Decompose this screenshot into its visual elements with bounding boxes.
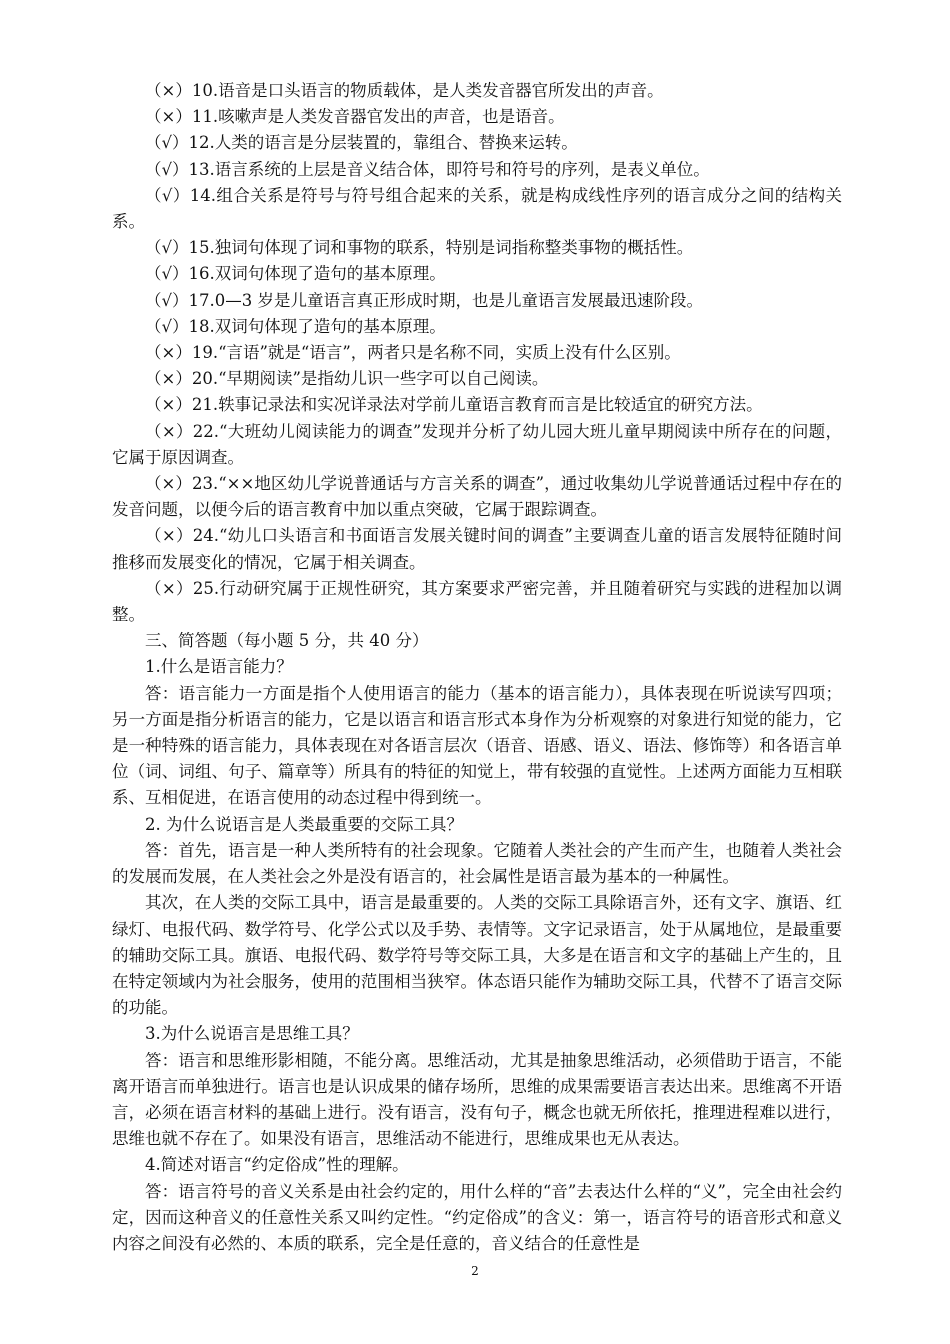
answer: 答：语言能力一方面是指个人使用语言的能力（基本的语言能力），具体表现在听说读写四项；另一方面是指分析语言的能力，它是以语言和语言形式本身作为分析观察的对象进行知觉的能力，它是一种特殊的语言能力，具体表现在对各语言层次（语音、语感、语义、语法、修饰等）和各语言单位（词、词组、句子、篇章等）所具有的特征的知觉上，带有较强的直觉性。上述两方面能力互相联系、互相促进，在语言使用的动态过程中得到统一。 [112,683,842,808]
answer: 答：语言符号的音义关系是由社会约定的，用什么样的“音”去表达什么样的“义”，完全由社会约定，因而这种音义的任意性关系又叫约定性。“约定俗成”的含义：第一，语言符号的语音形式和意义内容之间没有必然的、本质的联系，完全是任意的，音义结合的任意性是 [112,1181,842,1253]
true-false-item: （√）12.人类的语言是分层装置的，靠组合、替换来运转。 [145,133,578,153]
question: 1.什么是语言能力？ [145,657,293,677]
page-number: 2 [471,1264,479,1278]
question: 4.简述对语言“约定俗成”性的理解。 [145,1155,409,1175]
question: 2. 为什么说语言是人类最重要的交际工具？ [145,814,463,834]
true-false-item: （√）15.独词句体现了词和事物的联系，特别是词指称整类事物的概括性。 [145,238,694,258]
answer: 答：首先，语言是一种人类所特有的社会现象。它随着人类社会的产生而产生，也随着人类社会的发展而发展，在人类社会之外是没有语言的，社会属性是语言最为基本的一种属性。 [112,840,842,887]
true-false-item: （×）21.轶事记录法和实况详录法对学前儿童语言教育而言是比较适宜的研究方法。 [145,395,763,415]
question: 3.为什么说语言是思维工具？ [145,1024,359,1044]
true-false-item: （×）20.“早期阅读”是指幼儿识一些字可以自己阅读。 [145,369,549,389]
true-false-item: （√）13.语言系统的上层是音义结合体，即符号和符号的序列，是表义单位。 [145,159,710,179]
true-false-item: （√）14.组合关系是符号与符号组合起来的关系，就是构成线性序列的语言成分之间的结构关系。 [112,185,842,232]
true-false-item: （×）11.咳嗽声是人类发音器官发出的声音，也是语音。 [145,107,565,127]
true-false-item: （×）23.“××地区幼儿学说普通话与方言关系的调查”，通过收集幼儿学说普通话过程中存在的发音问题，以便今后的语言教育中加以重点突破，它属于跟踪调查。 [112,474,842,520]
true-false-item: （×）25.行动研究属于正规性研究，其方案要求严密完善，并且随着研究与实践的进程加以调整。 [112,578,842,625]
true-false-item: （√）18.双词句体现了造句的基本原理。 [145,316,446,336]
true-false-item: （×）24.“幼儿口头语言和书面语言发展关键时间的调查”主要调查儿童的语言发展特征随时间推移而发展变化的情况，它属于相关调查。 [112,526,842,572]
section-heading: 三、简答题（每小题 5 分，共 40 分） [145,631,429,651]
page-body [112,78,842,1257]
true-false-item: （×）19.“言语”就是“语言”，两者只是名称不同，实质上没有什么区别。 [145,343,681,363]
true-false-item: （√）16.双词句体现了造句的基本原理。 [145,264,446,284]
true-false-item: （×）22.“大班幼儿阅读能力的调查”发现并分析了幼儿园大班儿童早期阅读中所存在的问题，它属于原因调查。 [112,421,842,467]
answer-continued: 其次，在人类的交际工具中，语言是最重要的。人类的交际工具除语言外，还有文字、旗语、红绿灯、电报代码、数学符号、化学公式以及手势、表情等。文字记录语言，处于从属地位，是最重要的辅助交际工具。旗语、电报代码、数学符号等交际工具，大多是在语言和文字的基础上产生的，且在特定领域内为社会服务，使用的范围相当狭窄。体态语只能作为辅助交际工具，代替不了语言交际的功能。 [112,893,842,1018]
true-false-item: （√）17.0—3 岁是儿童语言真正形成时期，也是儿童语言发展最迅速阶段。 [145,290,703,310]
answer: 答：语言和思维形影相随，不能分离。思维活动，尤其是抽象思维活动，必须借助于语言，不能离开语言而单独进行。语言也是认识成果的储存场所，思维的成果需要语言表达出来。思维离不开语言，必须在语言材料的基础上进行。没有语言，没有句子，概念也就无所依托，推理进程难以进行，思维也就不存在了。如果没有语言，思维活动不能进行，思维成果也无从表达。 [112,1050,842,1149]
true-false-item: （×）10.语音是口头语言的物质载体，是人类发音器官所发出的声音。 [145,81,664,100]
